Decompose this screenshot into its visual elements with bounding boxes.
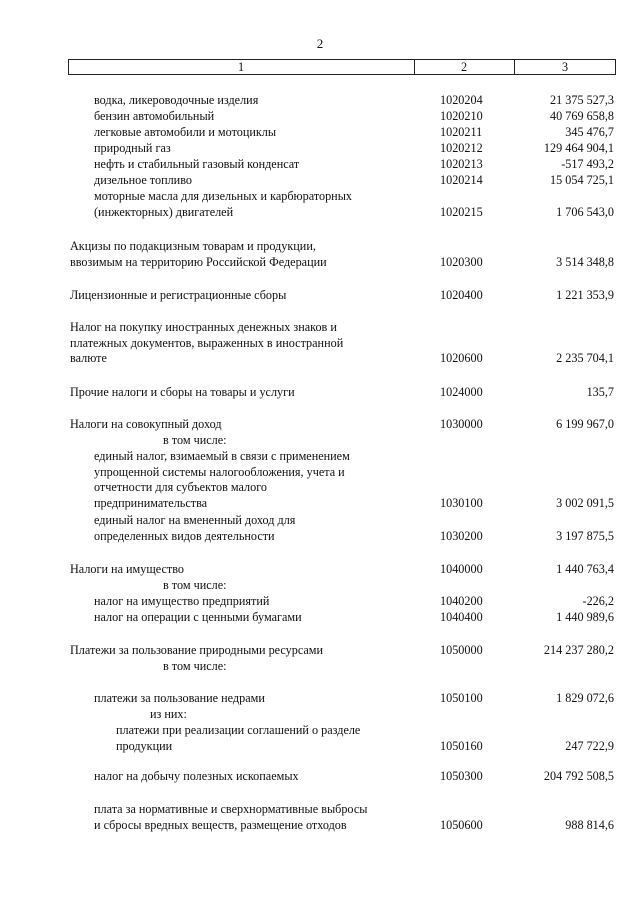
row-label: Акцизы по подакцизным товарам и продукции, bbox=[70, 239, 316, 253]
row-code: 1050000 bbox=[440, 643, 483, 657]
row-label: из них: bbox=[150, 707, 187, 721]
row-value: 1 440 989,6 bbox=[556, 610, 614, 624]
row-label: природный газ bbox=[94, 141, 171, 155]
row-code: 1050160 bbox=[440, 738, 483, 753]
row-label: дизельное топливо bbox=[94, 173, 192, 187]
row-code: 1030200 bbox=[440, 528, 483, 543]
row-value: -226,2 bbox=[582, 594, 614, 608]
row-code: 1020212 bbox=[440, 141, 483, 155]
row-value: 40 769 658,8 bbox=[550, 109, 614, 123]
row-label: легковые автомобили и мотоциклы bbox=[94, 125, 277, 139]
row-value: 3 197 875,5 bbox=[556, 528, 614, 543]
row-label: налог на операции с ценными бумагами bbox=[94, 610, 302, 624]
row-label: (инжекторных) двигателей bbox=[94, 204, 234, 219]
row-code: 1020400 bbox=[440, 288, 483, 302]
row-value: 345 476,7 bbox=[565, 125, 614, 139]
row-label: в том числе: bbox=[163, 659, 227, 673]
row-value: 21 375 527,3 bbox=[550, 93, 614, 107]
row-label: упрощенной системы налогообложения, учета и bbox=[94, 464, 345, 479]
row-code: 1050100 bbox=[440, 691, 483, 705]
row-label: определенных видов деятельности bbox=[94, 528, 275, 543]
row-code: 1030100 bbox=[440, 495, 483, 510]
row-label: Лицензионные и регистрационные сборы bbox=[70, 288, 287, 302]
row-label: в том числе: bbox=[163, 578, 227, 592]
row-label: Налог на покупку иностранных денежных знаков и bbox=[70, 320, 337, 334]
header-col-1: 1 bbox=[237, 60, 245, 74]
row-label: продукции bbox=[116, 738, 173, 753]
row-code: 1020211 bbox=[440, 125, 483, 139]
row-label: и сбросы вредных веществ, размещение отходов bbox=[94, 817, 347, 832]
row-value: 1 221 353,9 bbox=[556, 288, 614, 302]
row-value: 2 235 704,1 bbox=[556, 351, 614, 366]
row-label: валюте bbox=[70, 351, 107, 366]
row-value: 135,7 bbox=[586, 385, 614, 399]
row-label: Налоги на совокупный доход bbox=[70, 417, 222, 431]
row-label: водка, ликероводочные изделия bbox=[94, 93, 259, 107]
row-label: моторные масла для дизельных и карбюраторных bbox=[94, 189, 352, 203]
row-label: ввозимым на территорию Российской Федерации bbox=[70, 254, 327, 269]
row-label: налог на добычу полезных ископаемых bbox=[94, 769, 299, 783]
row-code: 1040200 bbox=[440, 594, 483, 608]
row-value: -517 493,2 bbox=[561, 157, 614, 171]
row-code: 1050300 bbox=[440, 769, 483, 783]
row-code: 1050600 bbox=[440, 817, 483, 832]
row-value: 6 199 967,0 bbox=[556, 417, 614, 431]
row-value: 204 792 508,5 bbox=[543, 769, 614, 783]
row-label: предпринимательства bbox=[94, 495, 208, 510]
row-code: 1030000 bbox=[440, 417, 483, 431]
row-value: 3 002 091,5 bbox=[556, 495, 614, 510]
row-label: платежных документов, выраженных в иностранной bbox=[70, 335, 344, 350]
row-code: 1020215 bbox=[440, 204, 483, 219]
row-value: 1 829 072,6 bbox=[556, 691, 614, 705]
row-label: нефть и стабильный газовый конденсат bbox=[94, 157, 300, 171]
row-code: 1020600 bbox=[440, 351, 483, 366]
row-value: 3 514 348,8 bbox=[556, 254, 614, 269]
row-value: 214 237 280,2 bbox=[543, 643, 614, 657]
row-code: 1020210 bbox=[440, 109, 483, 123]
row-label: Налоги на имущество bbox=[70, 562, 184, 576]
page-number: 2 bbox=[316, 36, 324, 51]
row-code: 1020204 bbox=[440, 93, 483, 107]
row-code: 1024000 bbox=[440, 385, 483, 399]
row-label: отчетности для субъектов малого bbox=[94, 480, 268, 495]
row-value: 988 814,6 bbox=[565, 817, 614, 832]
row-value: 1 706 543,0 bbox=[556, 204, 614, 219]
row-code: 1040400 bbox=[440, 610, 483, 624]
header-col-3: 3 bbox=[561, 60, 569, 74]
header-col-2: 2 bbox=[460, 60, 468, 74]
row-label: бензин автомобильный bbox=[94, 109, 215, 123]
budget-table bbox=[68, 59, 616, 832]
row-label: в том числе: bbox=[163, 433, 227, 447]
row-value: 129 464 904,1 bbox=[543, 141, 614, 155]
row-code: 1020213 bbox=[440, 157, 483, 171]
row-value: 1 440 763,4 bbox=[556, 562, 614, 576]
row-label: платежи при реализации соглашений о разделе bbox=[116, 723, 361, 737]
row-label: плата за нормативные и сверхнормативные выбросы bbox=[94, 802, 368, 816]
row-label: Платежи за пользование природными ресурсами bbox=[70, 643, 324, 657]
row-code: 1020300 bbox=[440, 254, 483, 269]
row-value: 15 054 725,1 bbox=[550, 173, 614, 187]
row-code: 1040000 bbox=[440, 562, 483, 576]
row-label: налог на имущество предприятий bbox=[94, 594, 270, 608]
row-label: единый налог, взимаемый в связи с применением bbox=[94, 449, 350, 463]
row-label: Прочие налоги и сборы на товары и услуги bbox=[70, 385, 295, 399]
row-code: 1020214 bbox=[440, 173, 483, 187]
row-label: платежи за пользование недрами bbox=[94, 691, 265, 705]
row-label: единый налог на вмененный доход для bbox=[94, 513, 296, 527]
row-value: 247 722,9 bbox=[565, 738, 614, 753]
table-header bbox=[68, 59, 616, 75]
